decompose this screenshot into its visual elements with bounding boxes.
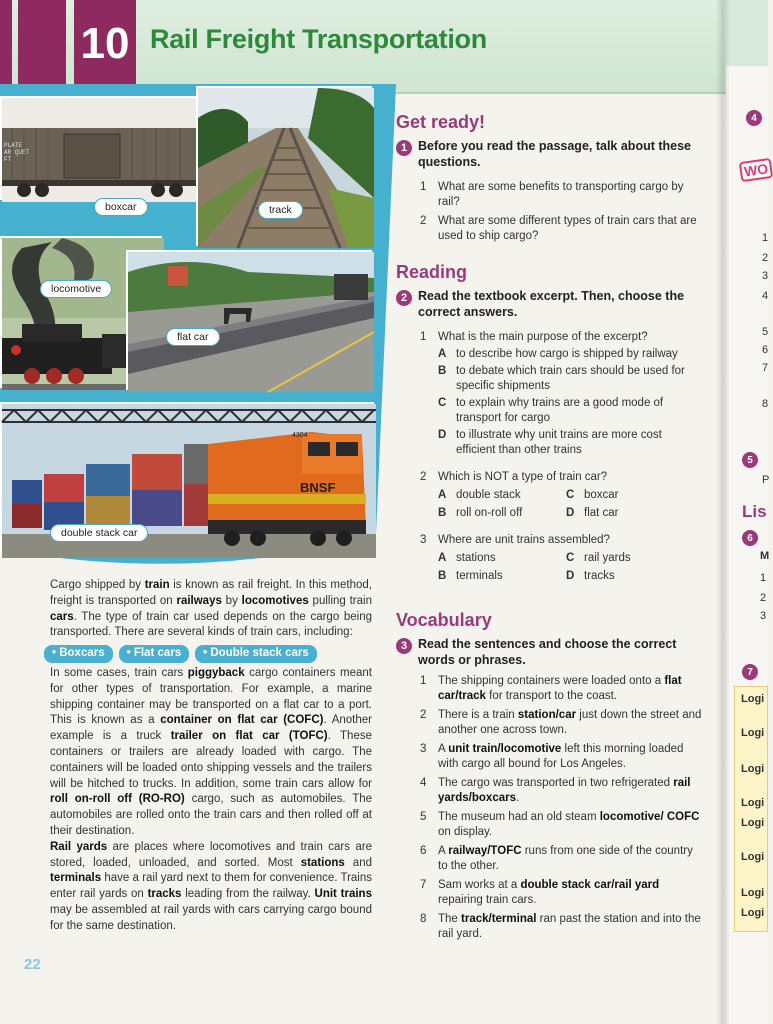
item-number: 5	[420, 811, 427, 823]
get-ready-question: 1 What are some benefits to transporting cargo by rail?	[420, 181, 684, 208]
key-term: Rail yards	[50, 840, 108, 853]
key-term: Unit trains	[314, 888, 372, 901]
item-sentence	[438, 810, 704, 840]
task-number-3: 3	[396, 638, 412, 654]
sentence-text: A	[438, 845, 449, 857]
word-choice[interactable]: railway/TOFC	[448, 845, 522, 857]
pill-double-stack-cars: • Double stack cars	[195, 645, 317, 663]
passage-paragraph-3	[50, 840, 372, 935]
answer-option[interactable]: D to illustrate why unit trains are more cost efficient than other trains	[438, 429, 662, 456]
photo-track	[196, 86, 372, 246]
text-run: have a rail yard next to them for convenience. Trains enter rail yards on	[50, 872, 372, 901]
text-run: are places where locomotives and train cars are stored, loaded, unloaded, and sorted. Most	[50, 840, 372, 869]
key-term: train	[144, 579, 170, 591]
label-flat-car: flat car	[166, 328, 220, 346]
label-double-stack-car: double stack car	[50, 524, 148, 542]
vocabulary-item	[420, 810, 704, 840]
sentence-text: for transport to the coast.	[485, 690, 618, 702]
get-ready-section	[396, 112, 704, 244]
answer-option[interactable]: D flat car	[566, 507, 619, 519]
boxcar-lettering: PLATE AR QUET FT	[4, 142, 30, 163]
word-choice[interactable]: locomotive/ COFC	[599, 811, 700, 823]
locomotive-number: 4304	[292, 432, 308, 439]
reading-question-2: 2 Which is NOT a type of train car?	[420, 471, 608, 483]
track-illustration	[198, 88, 374, 248]
word-choice[interactable]: double stack car/rail yard	[520, 879, 660, 891]
answer-row	[438, 551, 704, 566]
next-page-badge: WO	[739, 158, 773, 182]
task-2-instruction: Read the textbook excerpt. Then, choose the correct answers.	[418, 289, 685, 319]
pill-flat-cars: • Flat cars	[119, 645, 190, 663]
locomotive-brand: BNSF	[300, 480, 336, 495]
key-term: locomotives	[241, 594, 309, 607]
item-number: 8	[420, 913, 427, 925]
reading-question-3: 3 Where are unit trains assembled?	[420, 534, 610, 546]
reading-question-1: 1 What is the main purpose of the excerpt?	[420, 331, 648, 343]
text-run: . Another example is a truck	[50, 714, 372, 743]
passage	[50, 578, 372, 935]
item-sentence	[438, 912, 704, 942]
vocabulary-items	[396, 674, 704, 942]
next-task-number: 6	[742, 530, 758, 546]
word-choice[interactable]: track/terminal	[461, 913, 537, 925]
vocabulary-item	[420, 912, 704, 942]
sentence-text: The museum had an old steam	[438, 811, 600, 823]
vocabulary-title: Vocabulary	[396, 610, 492, 630]
key-term: container on flat car (COFC)	[160, 714, 324, 727]
task-3-instruction: Read the sentences and choose the correct words or phrases.	[418, 637, 677, 667]
vocabulary-item	[420, 776, 704, 806]
next-page-heading: Lis	[742, 502, 767, 521]
answer-option[interactable]: C boxcar	[566, 489, 619, 501]
text-run: may be assembled at rail yards with cars carrying cargo bound for the same destination.	[50, 903, 372, 932]
reading-title: Reading	[396, 262, 468, 282]
get-ready-question: 2 What are some different types of train cars that are used to ship cargo?	[420, 215, 697, 242]
next-task-number: 7	[742, 664, 758, 680]
passage-paragraph-1	[50, 578, 372, 641]
answer-option[interactable]: C to explain why trains are a good mode of transport for cargo	[438, 397, 664, 424]
answer-option[interactable]: A to describe how cargo is shipped by railway	[438, 348, 678, 360]
label-track: track	[258, 201, 303, 219]
task-2	[396, 289, 704, 320]
page-number: 22	[24, 956, 41, 973]
next-page-letter: M	[760, 550, 770, 562]
text-run: . The type of train car used depends on the cargo being transported. There are several kinds of train cars, including:	[50, 610, 372, 639]
task-1	[396, 139, 704, 170]
next-task-number: 4	[746, 110, 762, 126]
answer-option[interactable]: A stations	[438, 552, 496, 564]
label-boxcar: boxcar	[94, 198, 148, 216]
item-number: 2	[420, 709, 427, 721]
key-term: railways	[176, 594, 222, 607]
answer-option[interactable]: A double stack	[438, 489, 521, 501]
next-page-letter: P	[762, 474, 770, 486]
key-term: tracks	[147, 888, 182, 901]
key-term: terminals	[50, 872, 102, 885]
answer-row	[438, 488, 704, 503]
task-number-1: 1	[396, 140, 412, 156]
pill-boxcars: • Boxcars	[44, 645, 113, 663]
book-spine-shadow	[716, 0, 730, 1024]
item-sentence	[438, 844, 704, 874]
answer-option[interactable]: C rail yards	[566, 552, 631, 564]
passage-paragraph-2	[50, 666, 372, 840]
sentence-text: The	[438, 913, 462, 925]
text-run: leading from the railway.	[181, 888, 315, 901]
vocabulary-item	[420, 742, 704, 772]
vocabulary-item	[420, 844, 704, 874]
item-sentence	[438, 742, 704, 772]
flat-car-illustration	[128, 252, 374, 392]
sentence-text: just down the street and another one across town.	[438, 709, 702, 736]
sentence-text: There is a train	[438, 709, 518, 721]
train-car-list	[44, 645, 372, 663]
photo-flat-car	[126, 250, 372, 390]
vocabulary-item	[420, 674, 704, 704]
item-number: 7	[420, 879, 427, 891]
answer-option[interactable]: D tracks	[566, 570, 615, 582]
sentence-text: The cargo was transported in two refrigerated	[438, 777, 674, 789]
item-number: 6	[420, 845, 427, 857]
item-number: 4	[420, 777, 427, 789]
sentence-text: A	[438, 743, 449, 755]
sentence-text: Sam works at a	[438, 879, 521, 891]
sentence-text: The shipping containers were loaded onto a	[438, 675, 665, 687]
word-choice[interactable]: station/car	[517, 709, 577, 721]
sentence-text: runs from one side of the country to the other.	[438, 845, 693, 872]
sentence-text: .	[516, 792, 520, 804]
key-term: stations	[300, 856, 345, 869]
unit-number: 10	[74, 0, 136, 102]
word-choice[interactable]: flat car/track	[438, 675, 682, 702]
answer-option[interactable]: B to debate which train cars should be used for specific shipments	[438, 365, 685, 392]
reading-section	[396, 262, 704, 584]
item-sentence	[438, 776, 704, 806]
answer-option[interactable]: B roll on-roll off	[438, 507, 523, 519]
item-sentence	[438, 708, 704, 738]
text-run: . These containers or trailers are already loaded with cargo. The containers will be loaded onto shipping vessels and the trailers will be hitched to trucks. In addition, some train cars allow for	[50, 730, 372, 790]
answer-row	[438, 506, 704, 521]
key-term: cars	[50, 610, 74, 623]
item-sentence	[438, 674, 704, 704]
sentence-text: repairing train cars.	[438, 894, 537, 906]
vocabulary-item	[420, 878, 704, 908]
text-run: pulling train	[308, 594, 372, 607]
vocabulary-item	[420, 708, 704, 738]
label-locomotive: locomotive	[40, 280, 112, 298]
item-sentence	[438, 878, 704, 908]
text-run: cargo, such as automobiles. The automobiles are rolled onto the train cars and then rolled off at their destination.	[50, 793, 373, 837]
text-run: by	[221, 594, 242, 607]
text-run: In some cases, train cars	[50, 666, 188, 679]
item-number: 1	[420, 675, 427, 687]
task-number-2: 2	[396, 290, 412, 306]
boxcar-illustration	[2, 98, 198, 202]
key-term: roll on-roll off (RO-RO)	[50, 793, 185, 806]
text-run: cargo containers meant for other types of transportation. For example, a marine shipping container may be transported on a flat car to a port. This is known as a	[50, 666, 372, 727]
text-run: Cargo shipped by	[50, 579, 145, 591]
next-page-header	[726, 0, 768, 66]
sentence-text: ran past the station and into the rail yard.	[438, 913, 701, 940]
sentence-text: left this morning loaded with cargo all bound for Los Angeles.	[438, 743, 684, 770]
key-term: trailer on flat car (TOFC)	[170, 730, 328, 743]
answer-option[interactable]: B terminals	[438, 570, 503, 582]
task-3	[396, 637, 704, 668]
get-ready-title: Get ready!	[396, 112, 486, 132]
key-term: piggyback	[187, 666, 245, 679]
text-run: is known as rail freight. In this method, freight is transported on	[50, 579, 372, 607]
unit-title: Rail Freight Transportation	[150, 24, 487, 54]
word-choice[interactable]: unit train/locomotive	[448, 743, 562, 755]
task-1-instruction: Before you read the passage, talk about these questions.	[418, 139, 691, 169]
item-number: 3	[420, 743, 427, 755]
photo-boxcar	[0, 96, 196, 200]
text-run: and	[344, 856, 372, 869]
vocabulary-section	[396, 610, 704, 942]
word-choice[interactable]: rail yards/boxcars	[438, 777, 691, 804]
next-page-log-box: Logi Logi Logi Logi Logi Logi Logi Logi	[734, 686, 768, 932]
next-task-number: 5	[742, 452, 758, 468]
sentence-text: on display.	[438, 826, 493, 838]
answer-row	[438, 569, 704, 584]
